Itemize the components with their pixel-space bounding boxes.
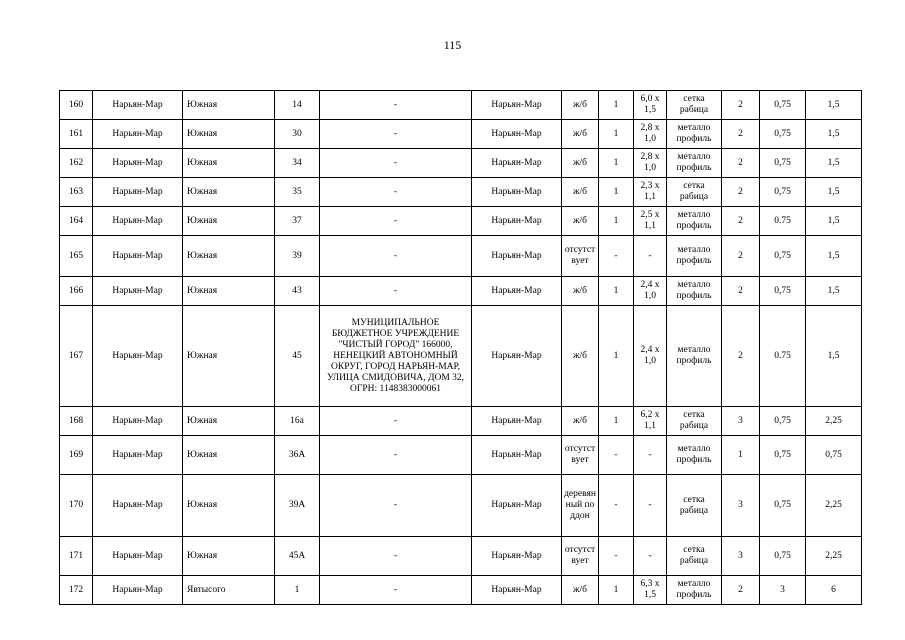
owner-cell: -	[320, 91, 472, 120]
fence-cell: металло профиль	[667, 149, 722, 178]
total-cell: 2,25	[806, 407, 862, 436]
size-cell: 2,4 х 1,0	[634, 306, 667, 407]
volume-cell: 0,75	[760, 178, 806, 207]
city-cell: Нарьян-Мар	[93, 576, 183, 605]
count-cell: 1	[599, 120, 634, 149]
street-cell: Южная	[183, 407, 275, 436]
house-cell: 30	[275, 120, 320, 149]
containers-cell: 2	[722, 576, 760, 605]
size-cell: 6,2 х 1,1	[634, 407, 667, 436]
city-cell: Нарьян-Мар	[93, 277, 183, 306]
containers-cell: 2	[722, 236, 760, 277]
owner-cell: -	[320, 576, 472, 605]
house-cell: 14	[275, 91, 320, 120]
table-row	[60, 91, 862, 120]
owner-cell: -	[320, 537, 472, 576]
table-row	[60, 236, 862, 277]
house-cell: 1	[275, 576, 320, 605]
street-cell: Южная	[183, 149, 275, 178]
volume-cell: 0,75	[760, 149, 806, 178]
total-cell: 1,5	[806, 277, 862, 306]
owner-cell: -	[320, 277, 472, 306]
page-number: 115	[443, 38, 462, 52]
count-cell: -	[599, 475, 634, 537]
street-cell: Южная	[183, 236, 275, 277]
total-cell: 1,5	[806, 149, 862, 178]
fence-cell: сетка рабица	[667, 407, 722, 436]
place-cell: Нарьян-Мар	[472, 120, 562, 149]
row-number-cell: 164	[60, 207, 93, 236]
containers-cell: 2	[722, 207, 760, 236]
cover-cell: ж/б	[562, 149, 599, 178]
volume-cell: 0,75	[760, 277, 806, 306]
count-cell: -	[599, 537, 634, 576]
street-cell: Южная	[183, 178, 275, 207]
containers-cell: 2	[722, 277, 760, 306]
size-cell: 2,5 х 1,1	[634, 207, 667, 236]
street-cell: Южная	[183, 207, 275, 236]
city-cell: Нарьян-Мар	[93, 236, 183, 277]
containers-cell: 3	[722, 537, 760, 576]
size-cell: -	[634, 436, 667, 475]
count-cell: 1	[599, 91, 634, 120]
place-cell: Нарьян-Мар	[472, 475, 562, 537]
table-row	[60, 178, 862, 207]
place-cell: Нарьян-Мар	[472, 306, 562, 407]
table-row	[60, 436, 862, 475]
place-cell: Нарьян-Мар	[472, 207, 562, 236]
city-cell: Нарьян-Мар	[93, 436, 183, 475]
house-cell: 39	[275, 236, 320, 277]
place-cell: Нарьян-Мар	[472, 178, 562, 207]
fence-cell: металло профиль	[667, 436, 722, 475]
volume-cell: 0.75	[760, 207, 806, 236]
table-body	[60, 91, 862, 605]
fence-cell: сетка рабица	[667, 178, 722, 207]
house-cell: 45А	[275, 537, 320, 576]
row-number-cell: 160	[60, 91, 93, 120]
fence-cell: металло профиль	[667, 120, 722, 149]
size-cell: -	[634, 537, 667, 576]
volume-cell: 0,75	[760, 436, 806, 475]
containers-cell: 2	[722, 149, 760, 178]
table-row	[60, 576, 862, 605]
owner-cell: -	[320, 178, 472, 207]
total-cell: 1,5	[806, 178, 862, 207]
cover-cell: ж/б	[562, 576, 599, 605]
volume-cell: 0,75	[760, 407, 806, 436]
cover-cell: ж/б	[562, 120, 599, 149]
fence-cell: металло профиль	[667, 277, 722, 306]
city-cell: Нарьян-Мар	[93, 306, 183, 407]
containers-cell: 1	[722, 436, 760, 475]
house-cell: 16а	[275, 407, 320, 436]
city-cell: Нарьян-Мар	[93, 149, 183, 178]
table-row	[60, 149, 862, 178]
row-number-cell: 166	[60, 277, 93, 306]
cover-cell: отсутствует	[562, 537, 599, 576]
count-cell: 1	[599, 178, 634, 207]
street-cell: Южная	[183, 475, 275, 537]
row-number-cell: 171	[60, 537, 93, 576]
owner-cell: -	[320, 236, 472, 277]
house-cell: 45	[275, 306, 320, 407]
size-cell: -	[634, 236, 667, 277]
volume-cell: 0.75	[760, 306, 806, 407]
size-cell: 2,8 х 1,0	[634, 120, 667, 149]
table-row	[60, 537, 862, 576]
cover-cell: ж/б	[562, 178, 599, 207]
place-cell: Нарьян-Мар	[472, 407, 562, 436]
total-cell: 1,5	[806, 306, 862, 407]
fence-cell: металло профиль	[667, 207, 722, 236]
row-number-cell: 162	[60, 149, 93, 178]
count-cell: 1	[599, 407, 634, 436]
owner-cell: -	[320, 149, 472, 178]
total-cell: 1,5	[806, 236, 862, 277]
place-cell: Нарьян-Мар	[472, 537, 562, 576]
row-number-cell: 163	[60, 178, 93, 207]
volume-cell: 0,75	[760, 537, 806, 576]
owner-cell: МУНИЦИПАЛЬНОЕ БЮДЖЕТНОЕ УЧРЕЖДЕНИЕ "ЧИСТЫЙ ГОРОД" 166000, НЕНЕЦКИЙ АВТОНОМНЫЙ ОКРУГ, ГОРОД НАРЬЯН-МАР, УЛИЦА СМИДОВИЧА, ДОМ 32, ОГРН: 1148383000061	[320, 306, 472, 407]
place-cell: Нарьян-Мар	[472, 149, 562, 178]
table-row	[60, 475, 862, 537]
total-cell: 1,5	[806, 120, 862, 149]
count-cell: 1	[599, 149, 634, 178]
city-cell: Нарьян-Мар	[93, 537, 183, 576]
place-cell: Нарьян-Мар	[472, 576, 562, 605]
owner-cell: -	[320, 207, 472, 236]
street-cell: Южная	[183, 91, 275, 120]
city-cell: Нарьян-Мар	[93, 91, 183, 120]
place-cell: Нарьян-Мар	[472, 236, 562, 277]
street-cell: Южная	[183, 306, 275, 407]
street-cell: Южная	[183, 436, 275, 475]
house-cell: 39А	[275, 475, 320, 537]
owner-cell: -	[320, 475, 472, 537]
row-number-cell: 170	[60, 475, 93, 537]
house-cell: 43	[275, 277, 320, 306]
count-cell: 1	[599, 576, 634, 605]
owner-cell: -	[320, 436, 472, 475]
count-cell: 1	[599, 277, 634, 306]
fence-cell: металло профиль	[667, 576, 722, 605]
city-cell: Нарьян-Мар	[93, 475, 183, 537]
volume-cell: 0,75	[760, 236, 806, 277]
row-number-cell: 167	[60, 306, 93, 407]
house-cell: 37	[275, 207, 320, 236]
containers-cell: 2	[722, 306, 760, 407]
total-cell: 1,5	[806, 91, 862, 120]
street-cell: Южная	[183, 120, 275, 149]
fence-cell: сетка рабица	[667, 475, 722, 537]
total-cell: 6	[806, 576, 862, 605]
street-cell: Явтысого	[183, 576, 275, 605]
containers-cell: 3	[722, 407, 760, 436]
place-cell: Нарьян-Мар	[472, 436, 562, 475]
city-cell: Нарьян-Мар	[93, 120, 183, 149]
fence-cell: металло профиль	[667, 236, 722, 277]
volume-cell: 3	[760, 576, 806, 605]
count-cell: -	[599, 236, 634, 277]
cover-cell: отсутствует	[562, 236, 599, 277]
count-cell: -	[599, 436, 634, 475]
cover-cell: ж/б	[562, 277, 599, 306]
place-cell: Нарьян-Мар	[472, 277, 562, 306]
house-cell: 36А	[275, 436, 320, 475]
size-cell: 2,8 х 1,0	[634, 149, 667, 178]
fence-cell: сетка рабица	[667, 537, 722, 576]
total-cell: 2,25	[806, 475, 862, 537]
total-cell: 2,25	[806, 537, 862, 576]
row-number-cell: 168	[60, 407, 93, 436]
cover-cell: ж/б	[562, 306, 599, 407]
total-cell: 0,75	[806, 436, 862, 475]
place-cell: Нарьян-Мар	[472, 91, 562, 120]
count-cell: 1	[599, 207, 634, 236]
containers-cell: 2	[722, 178, 760, 207]
fence-cell: сетка рабица	[667, 91, 722, 120]
row-number-cell: 165	[60, 236, 93, 277]
containers-cell: 2	[722, 120, 760, 149]
city-cell: Нарьян-Мар	[93, 207, 183, 236]
size-cell: 2,3 х 1,1	[634, 178, 667, 207]
cover-cell: отсутствует	[562, 436, 599, 475]
table-row	[60, 120, 862, 149]
row-number-cell: 161	[60, 120, 93, 149]
containers-cell: 3	[722, 475, 760, 537]
cover-cell: деревянный поддон	[562, 475, 599, 537]
total-cell: 1,5	[806, 207, 862, 236]
house-cell: 34	[275, 149, 320, 178]
size-cell: 6,0 х 1,5	[634, 91, 667, 120]
volume-cell: 0,75	[760, 120, 806, 149]
city-cell: Нарьян-Мар	[93, 407, 183, 436]
street-cell: Южная	[183, 277, 275, 306]
row-number-cell: 172	[60, 576, 93, 605]
size-cell: 6,3 х 1,5	[634, 576, 667, 605]
size-cell: 2,4 х 1,0	[634, 277, 667, 306]
count-cell: 1	[599, 306, 634, 407]
cover-cell: ж/б	[562, 91, 599, 120]
table-row	[60, 306, 862, 407]
fence-cell: металло профиль	[667, 306, 722, 407]
cover-cell: ж/б	[562, 207, 599, 236]
table-row	[60, 277, 862, 306]
row-number-cell: 169	[60, 436, 93, 475]
owner-cell: -	[320, 407, 472, 436]
house-cell: 35	[275, 178, 320, 207]
containers-cell: 2	[722, 91, 760, 120]
size-cell: -	[634, 475, 667, 537]
volume-cell: 0,75	[760, 91, 806, 120]
table-row	[60, 407, 862, 436]
waste-sites-table	[59, 90, 862, 605]
owner-cell: -	[320, 120, 472, 149]
table-row	[60, 207, 862, 236]
city-cell: Нарьян-Мар	[93, 178, 183, 207]
volume-cell: 0,75	[760, 475, 806, 537]
cover-cell: ж/б	[562, 407, 599, 436]
street-cell: Южная	[183, 537, 275, 576]
